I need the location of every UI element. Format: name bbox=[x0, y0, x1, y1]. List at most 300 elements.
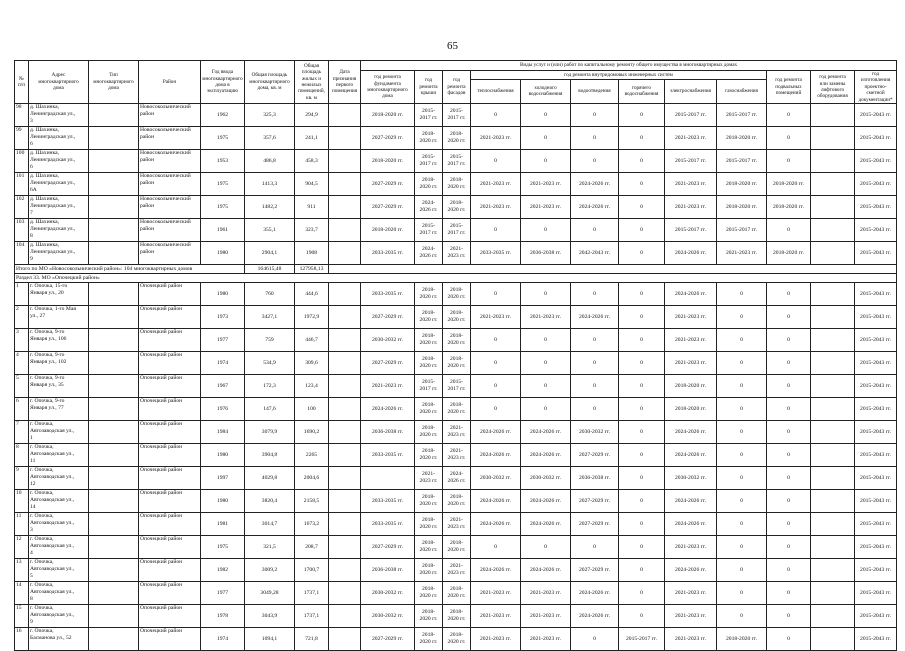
row-date bbox=[329, 559, 361, 582]
row-foundation: 2027-2029 гг. bbox=[361, 173, 415, 196]
row-foundation: 2027-2029 гг. bbox=[361, 306, 415, 329]
row-foundation: 2027-2029 гг. bbox=[361, 196, 415, 219]
row-gas: 0 bbox=[717, 283, 767, 306]
row-number: 98 bbox=[15, 104, 29, 127]
row-area: 1094,1 bbox=[245, 628, 295, 651]
row-facade: 2018- 2020 гг. bbox=[443, 306, 471, 329]
row-date bbox=[329, 127, 361, 150]
row-district: Опочецкий район bbox=[139, 536, 201, 559]
row-elevator bbox=[811, 196, 855, 219]
row-cold: 0 bbox=[521, 104, 571, 127]
row-year: 1980 bbox=[201, 490, 245, 513]
row-year: 1975 bbox=[201, 536, 245, 559]
row-power: 2018-2020 гг. bbox=[665, 398, 717, 421]
row-number: 16 bbox=[15, 628, 29, 651]
row-year: 1977 bbox=[201, 329, 245, 352]
row-district: Опочецкий район bbox=[139, 467, 201, 490]
header-basement: год ремонта подвальных помещений bbox=[767, 71, 811, 104]
row-year: 1974 bbox=[201, 628, 245, 651]
row-facade: 2021- 2023 гг. bbox=[443, 421, 471, 444]
row-type bbox=[89, 352, 139, 375]
table-row bbox=[15, 536, 897, 559]
row-hot: 0 bbox=[619, 605, 665, 628]
row-address: д. Шахинка, Ленинградская ул., 8 bbox=[29, 219, 89, 242]
row-type bbox=[89, 628, 139, 651]
row-district: Опочецкий район bbox=[139, 490, 201, 513]
row-basement: 0 bbox=[767, 421, 811, 444]
table-row bbox=[15, 150, 897, 173]
row-hot: 0 bbox=[619, 421, 665, 444]
row-roof: 2018- 2020 гг. bbox=[415, 628, 443, 651]
row-sewer: 2024-2026 гг. bbox=[571, 173, 619, 196]
row-type bbox=[89, 329, 139, 352]
header-type: Тип многоквартирного дома bbox=[89, 61, 139, 104]
page-number: 65 bbox=[447, 40, 458, 52]
row-area: 325,3 bbox=[245, 104, 295, 127]
row-year: 1975 bbox=[201, 173, 245, 196]
table-row bbox=[15, 173, 897, 196]
row-heat: 2033-2035 гг. bbox=[471, 242, 521, 265]
row-district: Опочецкий район bbox=[139, 283, 201, 306]
row-facade: 2015- 2017 гг. bbox=[443, 104, 471, 127]
row-basement: 2018-2020 гг. bbox=[767, 196, 811, 219]
row-power: 2015-2017 гг. bbox=[665, 104, 717, 127]
row-elevator bbox=[811, 513, 855, 536]
row-address: г. Опочка, Автозаводская ул., 8 bbox=[29, 582, 89, 605]
header-engineering-title: год ремонта внутридомовых инженерных систем bbox=[471, 71, 767, 80]
row-living: 123,4 bbox=[295, 375, 329, 398]
row-number: 7 bbox=[15, 421, 29, 444]
row-address: г. Опочка, 9-го Января ул., 77 bbox=[29, 398, 89, 421]
row-gas: 0 bbox=[717, 536, 767, 559]
row-foundation: 2027-2029 гг. bbox=[361, 352, 415, 375]
row-facade: 2018- 2020 гг. bbox=[443, 173, 471, 196]
row-heat: 2030-2032 гг. bbox=[471, 467, 521, 490]
table-body-bottom bbox=[15, 283, 897, 651]
row-year: 1975 bbox=[201, 196, 245, 219]
table-row bbox=[15, 513, 897, 536]
header-works-title: Виды услуг и (или) работ по капитальному ремонту общего имущества в многоквартирных домах bbox=[361, 61, 897, 71]
row-district: Опочецкий район bbox=[139, 329, 201, 352]
row-year: 1974 bbox=[201, 352, 245, 375]
row-type bbox=[89, 242, 139, 265]
row-gas: 0 bbox=[717, 306, 767, 329]
row-year: 1980 bbox=[201, 242, 245, 265]
row-basement: 0 bbox=[767, 283, 811, 306]
row-year: 1982 bbox=[201, 559, 245, 582]
row-district: Новосокольнический район bbox=[139, 173, 201, 196]
row-hot: 0 bbox=[619, 559, 665, 582]
row-gas: 2015-2017 гг. bbox=[717, 219, 767, 242]
row-address: г. Опочка, Автозаводская ул., 14 bbox=[29, 490, 89, 513]
row-basement: 0 bbox=[767, 329, 811, 352]
row-basement: 2018-2020 гг. bbox=[767, 173, 811, 196]
row-sewer: 2027-2029 гг. bbox=[571, 444, 619, 467]
row-year: 1984 bbox=[201, 421, 245, 444]
row-number: 103 bbox=[15, 219, 29, 242]
header-sewer: водоотведения bbox=[571, 79, 619, 103]
row-hot: 0 bbox=[619, 375, 665, 398]
row-area: 4029,8 bbox=[245, 467, 295, 490]
row-number: 102 bbox=[15, 196, 29, 219]
row-year: 1967 bbox=[201, 375, 245, 398]
row-living: 1908 bbox=[295, 242, 329, 265]
row-living: 911 bbox=[295, 196, 329, 219]
row-sewer: 0 bbox=[571, 536, 619, 559]
row-design: 2015-2043 гг. bbox=[855, 628, 897, 651]
row-roof: 2015- 2017 гг. bbox=[415, 219, 443, 242]
row-facade: 2018- 2020 гг. bbox=[443, 582, 471, 605]
row-hot: 0 bbox=[619, 283, 665, 306]
row-design: 2015-2043 гг. bbox=[855, 127, 897, 150]
row-heat: 2021-2023 гг. bbox=[471, 582, 521, 605]
header-living: Общая площадь жилых и нежилых помещений, кв. м bbox=[295, 61, 329, 104]
row-basement: 0 bbox=[767, 467, 811, 490]
row-facade: 2015- 2017 гг. bbox=[443, 375, 471, 398]
row-power: 2015-2017 гг. bbox=[665, 219, 717, 242]
table-body-top bbox=[15, 104, 897, 265]
row-hot: 0 bbox=[619, 104, 665, 127]
row-cold: 0 bbox=[521, 329, 571, 352]
row-design: 2015-2043 гг. bbox=[855, 490, 897, 513]
row-district: Новосокольнический район bbox=[139, 104, 201, 127]
row-living: 309,6 bbox=[295, 352, 329, 375]
row-cold: 2030-2032 гг. bbox=[521, 467, 571, 490]
row-hot: 0 bbox=[619, 306, 665, 329]
row-cold: 0 bbox=[521, 283, 571, 306]
row-cold: 0 bbox=[521, 398, 571, 421]
row-elevator bbox=[811, 104, 855, 127]
row-foundation: 2027-2029 гг. bbox=[361, 628, 415, 651]
table-header bbox=[15, 61, 897, 104]
row-date bbox=[329, 352, 361, 375]
row-sewer: 0 bbox=[571, 219, 619, 242]
row-facade: 2015- 2017 гг. bbox=[443, 219, 471, 242]
row-date bbox=[329, 375, 361, 398]
row-gas: 0 bbox=[717, 444, 767, 467]
row-date bbox=[329, 490, 361, 513]
row-number: 13 bbox=[15, 559, 29, 582]
row-living: 208,7 bbox=[295, 536, 329, 559]
row-elevator bbox=[811, 421, 855, 444]
row-address: д. Шахинка, Ленинградская ул., 6 bbox=[29, 127, 89, 150]
row-facade: 2015- 2017 гг. bbox=[443, 150, 471, 173]
row-area: 147,6 bbox=[245, 398, 295, 421]
row-power: 2021-2023 гг. bbox=[665, 173, 717, 196]
row-roof: 2018- 2020 гг. bbox=[415, 283, 443, 306]
row-cold: 0 bbox=[521, 536, 571, 559]
row-area: 1413,3 bbox=[245, 173, 295, 196]
row-foundation: 2027-2029 гг. bbox=[361, 127, 415, 150]
row-elevator bbox=[811, 628, 855, 651]
row-elevator bbox=[811, 127, 855, 150]
row-type bbox=[89, 559, 139, 582]
row-power: 2021-2023 гг. bbox=[665, 329, 717, 352]
row-date bbox=[329, 329, 361, 352]
row-living: 100 bbox=[295, 398, 329, 421]
row-roof: 2018- 2020 гг. bbox=[415, 536, 443, 559]
row-power: 2021-2023 гг. bbox=[665, 628, 717, 651]
row-elevator bbox=[811, 329, 855, 352]
row-district: Опочецкий район bbox=[139, 375, 201, 398]
table-row bbox=[15, 127, 897, 150]
row-heat: 2024-2026 гг. bbox=[471, 444, 521, 467]
row-design: 2015-2043 гг. bbox=[855, 444, 897, 467]
row-foundation: 2030-2032 гг. bbox=[361, 605, 415, 628]
row-number: 15 bbox=[15, 605, 29, 628]
row-type bbox=[89, 173, 139, 196]
row-facade: 2018- 2020 гг. bbox=[443, 628, 471, 651]
table-row bbox=[15, 242, 897, 265]
row-number: 1 bbox=[15, 283, 29, 306]
header-cold: холодного водоснабжения bbox=[521, 79, 571, 103]
row-heat: 2021-2023 гг. bbox=[471, 605, 521, 628]
row-foundation: 2030-2032 гг. bbox=[361, 582, 415, 605]
row-facade: 2021- 2023 гг. bbox=[443, 513, 471, 536]
table-summary bbox=[15, 265, 897, 283]
row-gas: 0 bbox=[717, 467, 767, 490]
row-area: 534,9 bbox=[245, 352, 295, 375]
row-elevator bbox=[811, 150, 855, 173]
row-roof: 2021- 2023 гг. bbox=[415, 467, 443, 490]
row-gas: 2018-2020 гг. bbox=[717, 127, 767, 150]
row-address: д. Шахинка, Ленинградская ул., 9 bbox=[29, 242, 89, 265]
row-cold: 2024-2026 гг. bbox=[521, 490, 571, 513]
row-roof: 2018- 2020 гг. bbox=[415, 559, 443, 582]
row-facade: 2018- 2020 гг. bbox=[443, 283, 471, 306]
row-area: 3427,1 bbox=[245, 306, 295, 329]
row-heat: 2021-2023 гг. bbox=[471, 628, 521, 651]
row-type bbox=[89, 582, 139, 605]
row-living: 2158,5 bbox=[295, 490, 329, 513]
table-row bbox=[15, 375, 897, 398]
row-type bbox=[89, 490, 139, 513]
row-sewer: 2027-2029 гг. bbox=[571, 513, 619, 536]
row-type bbox=[89, 104, 139, 127]
row-district: Опочецкий район bbox=[139, 559, 201, 582]
row-design: 2015-2043 гг. bbox=[855, 536, 897, 559]
row-basement: 0 bbox=[767, 559, 811, 582]
row-cold: 0 bbox=[521, 352, 571, 375]
row-area: 3009,2 bbox=[245, 559, 295, 582]
table-row bbox=[15, 490, 897, 513]
row-address: г. Опочка, Автозаводская ул., 9 bbox=[29, 605, 89, 628]
header-gas: газоснабжения bbox=[717, 79, 767, 103]
header-power: электроснабжения bbox=[665, 79, 717, 103]
row-number: 11 bbox=[15, 513, 29, 536]
row-foundation: 2033-2035 гг. bbox=[361, 242, 415, 265]
row-living: 294,9 bbox=[295, 104, 329, 127]
row-hot: 0 bbox=[619, 513, 665, 536]
header-address: Адрес многоквартирного дома bbox=[29, 61, 89, 104]
row-design: 2015-2043 гг. bbox=[855, 605, 897, 628]
row-elevator bbox=[811, 559, 855, 582]
row-power: 2021-2023 гг. bbox=[665, 306, 717, 329]
row-sewer: 2027-2029 гг. bbox=[571, 490, 619, 513]
row-elevator bbox=[811, 467, 855, 490]
row-foundation: 2018-2020 гг. bbox=[361, 104, 415, 127]
row-facade: 2021- 2023 гг. bbox=[443, 242, 471, 265]
row-cold: 2024-2026 гг. bbox=[521, 444, 571, 467]
row-heat: 2024-2026 гг. bbox=[471, 421, 521, 444]
row-cold: 0 bbox=[521, 219, 571, 242]
row-sewer: 0 bbox=[571, 127, 619, 150]
row-district: Опочецкий район bbox=[139, 605, 201, 628]
row-power: 2024-2026 гг. bbox=[665, 283, 717, 306]
row-gas: 0 bbox=[717, 398, 767, 421]
row-foundation: 2018-2020 гг. bbox=[361, 219, 415, 242]
row-basement: 0 bbox=[767, 513, 811, 536]
row-heat: 0 bbox=[471, 283, 521, 306]
header-year: Год ввода многоквартирного дома в эксплуатацию bbox=[201, 61, 245, 104]
row-sewer: 0 bbox=[571, 375, 619, 398]
table-row bbox=[15, 605, 897, 628]
table-row bbox=[15, 444, 897, 467]
row-living: 241,1 bbox=[295, 127, 329, 150]
row-gas: 2018-2020 гг. bbox=[717, 628, 767, 651]
row-type bbox=[89, 283, 139, 306]
row-design: 2015-2043 гг. bbox=[855, 283, 897, 306]
row-address: г. Опочка, 9-го Января ул., 102 bbox=[29, 352, 89, 375]
row-district: Опочецкий район bbox=[139, 628, 201, 651]
row-number: 5 bbox=[15, 375, 29, 398]
row-year: 1961 bbox=[201, 219, 245, 242]
row-gas: 2021-2023 гг. bbox=[717, 242, 767, 265]
header-number: № п/п bbox=[15, 61, 29, 104]
row-date bbox=[329, 605, 361, 628]
row-heat: 0 bbox=[471, 536, 521, 559]
row-district: Новосокольнический район bbox=[139, 196, 201, 219]
row-elevator bbox=[811, 398, 855, 421]
row-heat: 0 bbox=[471, 329, 521, 352]
row-year: 1978 bbox=[201, 605, 245, 628]
row-elevator bbox=[811, 219, 855, 242]
row-hot: 0 bbox=[619, 219, 665, 242]
row-year: 1980 bbox=[201, 444, 245, 467]
row-address: д. Шахинка, Ленинградская ул., 7 bbox=[29, 196, 89, 219]
row-date bbox=[329, 283, 361, 306]
row-date bbox=[329, 219, 361, 242]
row-power: 2024-2026 гг. bbox=[665, 559, 717, 582]
row-number: 101 bbox=[15, 173, 29, 196]
row-facade: 2021- 2023 гг. bbox=[443, 559, 471, 582]
row-area: 3049,28 bbox=[245, 582, 295, 605]
row-hot: 0 bbox=[619, 127, 665, 150]
table-row bbox=[15, 104, 897, 127]
row-facade: 2021- 2023 гг. bbox=[443, 444, 471, 467]
row-hot: 0 bbox=[619, 242, 665, 265]
row-power: 2024-2026 гг. bbox=[665, 444, 717, 467]
header-heat: теплоснабжения bbox=[471, 79, 521, 103]
row-foundation bbox=[361, 467, 415, 490]
row-number: 9 bbox=[15, 467, 29, 490]
row-living: 444,6 bbox=[295, 283, 329, 306]
row-roof: 2018- 2020 гг. bbox=[415, 421, 443, 444]
row-facade: 2018- 2020 гг. bbox=[443, 490, 471, 513]
row-address: д. Шахинка, Ленинградская ул., 6А bbox=[29, 173, 89, 196]
row-living: 1700,7 bbox=[295, 559, 329, 582]
row-district: Опочецкий район bbox=[139, 352, 201, 375]
row-date bbox=[329, 582, 361, 605]
row-year: 1976 bbox=[201, 398, 245, 421]
row-facade: 2018- 2020 гг. bbox=[443, 352, 471, 375]
row-district: Опочецкий район bbox=[139, 513, 201, 536]
row-living: 323,7 bbox=[295, 219, 329, 242]
row-facade: 2024- 2026 гг. bbox=[443, 467, 471, 490]
row-cold: 2021-2023 гг. bbox=[521, 196, 571, 219]
row-area: 759 bbox=[245, 329, 295, 352]
row-facade: 2018- 2020 гг. bbox=[443, 329, 471, 352]
row-date bbox=[329, 513, 361, 536]
row-foundation: 2033-2035 гг. bbox=[361, 283, 415, 306]
row-district: Опочецкий район bbox=[139, 398, 201, 421]
row-basement: 0 bbox=[767, 490, 811, 513]
row-heat: 2021-2023 гг. bbox=[471, 306, 521, 329]
row-basement: 2018-2020 гг. bbox=[767, 242, 811, 265]
row-hot: 0 bbox=[619, 329, 665, 352]
row-foundation: 2030-2032 гг. bbox=[361, 329, 415, 352]
table-row bbox=[15, 582, 897, 605]
header-roof: год ремонта крыши bbox=[415, 71, 443, 104]
row-number: 3 bbox=[15, 329, 29, 352]
row-living: 1972,9 bbox=[295, 306, 329, 329]
row-gas: 0 bbox=[717, 605, 767, 628]
row-basement: 0 bbox=[767, 628, 811, 651]
row-living: 446,7 bbox=[295, 329, 329, 352]
row-year: 1962 bbox=[201, 104, 245, 127]
row-power: 2021-2023 гг. bbox=[665, 352, 717, 375]
table-row bbox=[15, 196, 897, 219]
row-cold: 0 bbox=[521, 150, 571, 173]
row-foundation: 2033-2035 гг. bbox=[361, 513, 415, 536]
row-number: 14 bbox=[15, 582, 29, 605]
row-living: 2265 bbox=[295, 444, 329, 467]
row-sewer: 2024-2026 гг. bbox=[571, 306, 619, 329]
row-year: 1977 bbox=[201, 582, 245, 605]
row-type bbox=[89, 467, 139, 490]
row-power: 2021-2023 гг. bbox=[665, 605, 717, 628]
row-design: 2015-2043 гг. bbox=[855, 375, 897, 398]
row-number: 100 bbox=[15, 150, 29, 173]
row-address: г. Опочка, 9-го Января ул., 35 bbox=[29, 375, 89, 398]
row-power: 2024-2026 гг. bbox=[665, 513, 717, 536]
row-living: 1673,2 bbox=[295, 513, 329, 536]
row-address: г. Опочка, 1-го Мая ул., 27 bbox=[29, 306, 89, 329]
row-roof: 2018- 2020 гг. bbox=[415, 490, 443, 513]
row-district: Опочецкий район bbox=[139, 582, 201, 605]
row-basement: 0 bbox=[767, 375, 811, 398]
row-date bbox=[329, 536, 361, 559]
row-hot: 0 bbox=[619, 467, 665, 490]
row-living: 1690,2 bbox=[295, 421, 329, 444]
row-living: 1737,1 bbox=[295, 582, 329, 605]
header-foundation: год ремонта фундамента многоквартирного дома bbox=[361, 71, 415, 104]
row-heat: 0 bbox=[471, 219, 521, 242]
row-power: 2021-2023 гг. bbox=[665, 536, 717, 559]
row-type bbox=[89, 196, 139, 219]
row-gas: 0 bbox=[717, 513, 767, 536]
row-roof: 2018- 2020 гг. bbox=[415, 605, 443, 628]
table-row bbox=[15, 421, 897, 444]
row-type bbox=[89, 444, 139, 467]
header-facade: год ремонта фасадов bbox=[443, 71, 471, 104]
row-hot: 0 bbox=[619, 582, 665, 605]
row-area: 3014,7 bbox=[245, 513, 295, 536]
row-heat: 0 bbox=[471, 352, 521, 375]
row-roof: 2018- 2020 гг. bbox=[415, 444, 443, 467]
capital-repair-table bbox=[14, 60, 897, 651]
row-gas: 0 bbox=[717, 421, 767, 444]
